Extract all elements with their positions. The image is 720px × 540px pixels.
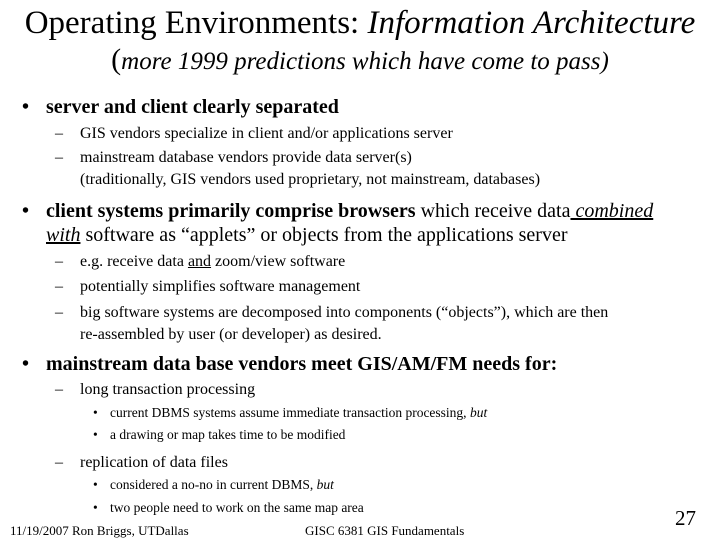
bullet-3-sub-2: replication of data files [80, 454, 228, 471]
subtitle-text: more 1999 predictions which have come to pass) [121, 48, 609, 75]
bullet-2-bold: client systems primarily comprise browsers [46, 200, 416, 222]
footer-course: GISC 6381 GIS Fundamentals [305, 523, 465, 538]
bullet-2-line-2 [46, 223, 568, 247]
bullet-2-sub-2: potentially simplifies software management [80, 278, 361, 295]
slide-subtitle [0, 44, 720, 78]
item-text: considered a no-no in current DBMS, [110, 477, 317, 492]
subtitle-open-paren: ( [111, 43, 122, 76]
page-number: 27 [675, 506, 696, 530]
dash-icon: – [55, 278, 63, 295]
slide-title [0, 4, 720, 42]
bullet-icon: • [93, 427, 98, 442]
bullet-2-sub-1-underline: and [187, 253, 212, 270]
dash-icon: – [55, 304, 63, 321]
bullet-1-sub-2-cont: (traditionally, GIS vendors used proprietary, not mainstream, databases) [80, 171, 541, 188]
bullet-2-sub-3: big software systems are decomposed into components (“objects”), which are then [80, 304, 609, 321]
bullet-icon: • [22, 200, 30, 222]
title-italic: Information Architecture [367, 5, 696, 41]
item-italic: but [316, 477, 334, 492]
bullet-2-sub-1-text: e.g. receive data [80, 253, 188, 270]
bullet-icon: • [93, 500, 98, 515]
dash-icon: – [55, 381, 63, 398]
bullet-1-text: server and client clearly separated [46, 96, 339, 118]
bullet-icon: • [22, 353, 30, 375]
bullet-2-sub-1 [80, 251, 345, 272]
dash-icon: – [55, 253, 63, 270]
bullet-2-sub-3-cont: re-assembled by user (or developer) as desired. [80, 326, 382, 343]
bullet-1-sub-2: mainstream database vendors provide data server(s) [80, 149, 412, 166]
bullet-icon: • [22, 96, 30, 118]
bullet-3-sub-1-item-2: a drawing or map takes time to be modified [110, 427, 346, 442]
bullet-2-underline-a: combined [570, 200, 654, 222]
item-text: current DBMS systems assume immediate transaction processing, [110, 405, 470, 420]
bullet-2-sub-1-end: zoom/view software [211, 253, 346, 270]
dash-icon: – [55, 454, 63, 471]
bullet-2-text-a: which receive data [415, 200, 571, 222]
title-prefix: Operating Environments: [24, 5, 368, 41]
bullet-3-sub-2-item-2: two people need to work on the same map area [110, 500, 364, 515]
bullet-2-text-b: software as “applets” or objects from the applications server [80, 224, 568, 246]
bullet-3-sub-2-item-1 [110, 476, 334, 494]
bullet-1-sub-1: GIS vendors specialize in client and/or applications server [80, 125, 453, 142]
bullet-2-underline-b: with [46, 224, 81, 246]
bullet-3-sub-1: long transaction processing [80, 381, 256, 398]
footer-date-author: 11/19/2007 Ron Briggs, UTDallas [10, 523, 189, 538]
bullet-3-text: mainstream data base vendors meet GIS/AM/FM needs for: [46, 353, 558, 375]
bullet-2-line-1 [46, 199, 653, 223]
bullet-icon: • [93, 477, 98, 492]
item-italic: but [469, 405, 488, 420]
dash-icon: – [55, 125, 63, 142]
dash-icon: – [55, 149, 63, 166]
bullet-3-sub-1-item-1 [110, 404, 487, 422]
bullet-icon: • [93, 405, 98, 420]
